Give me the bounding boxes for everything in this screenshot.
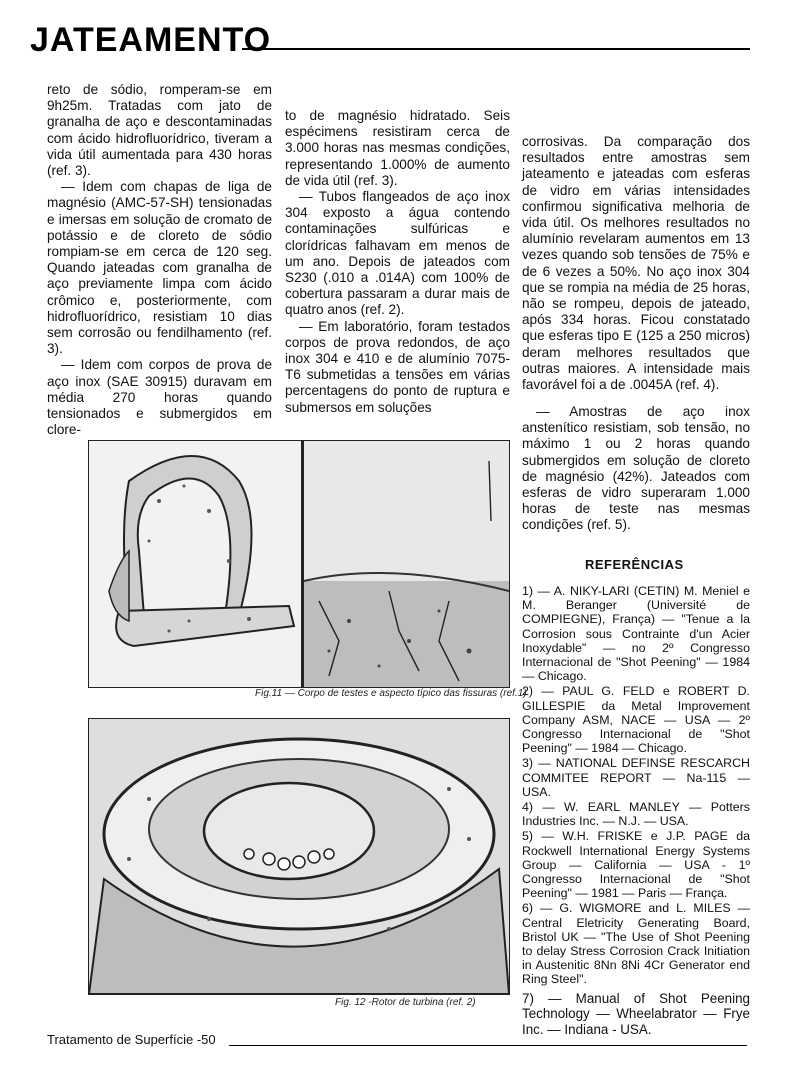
paragraph: — Amostras de aço inox anstenítico resistiam, sob tensão, no máximo 1 ou 2 horas quando submergidos em solução de cloreto de magnésio (42%). Jateados com esferas de vidro superaram 1.000 horas de teste nas mesmas condições (ref. 5).: [522, 404, 750, 533]
page-header: [30, 20, 750, 60]
reference-item: 3) — NATIONAL DEFINSE RESCARCH COMMITEE REPORT — Na-115 — USA.: [522, 756, 750, 799]
figure-12-photo: [88, 718, 510, 995]
paragraph: corrosivas. Da comparação dos resultados entre amostras sem jateamento e jateadas com esferas de vidro em várias intensidades confirmou significativa melhoria de vida útil. Os melhores resultados no alumínio revelaram aumentos em 13 vezes quando sob tensões de 75% e de 6 vezes a 50%. No aço inox 304 que se rompia na média de 25 horas, não se rompeu, depois de jateado, após 334 horas. Ficou constatado que esferas tipo E (125 a 250 micros) deram melhores resultados que outras maiores. A intensidade mais favorável foi a de .0045A (ref. 4).: [522, 134, 750, 393]
column-1: [47, 82, 272, 438]
reference-item: 4) — W. EARL MANLEY — Potters Industries Inc. — N.J. — USA.: [522, 800, 750, 829]
column-3-continued: [522, 404, 750, 534]
footer-rule: [229, 1045, 747, 1046]
paragraph: to de magnésio hidratado. Seis espécimens resistiram cerca de 3.000 horas nas mesmas condições, representando 1.000% de aumento de vida útil (ref. 3).: [285, 108, 510, 188]
references-heading: REFERÊNCIAS: [585, 557, 684, 572]
turbine-rotor-image: [89, 719, 509, 994]
test-specimen-image: [89, 441, 509, 687]
column-2: [285, 108, 510, 416]
section-title: JATEAMENTO: [30, 21, 272, 59]
column-3: [522, 134, 750, 393]
photo-divider: [301, 441, 304, 687]
paragraph: — Idem com chapas de liga de magnésio (AMC-57-SH) tensionadas e imersas em solução de cromato de potássio e de cloreto de sódio rompiam-se em cerca de 120 seg. Quando jateadas com granalha de aço previamente limpa com ácido crômico e, posteriormente, com hidrofluorídrico, resistiam 10 dias sem corrosão ou fendilhamento (ref. 3).: [47, 179, 272, 357]
paragraph: — Em laboratório, foram testados corpos de prova redondos, de aço inox 304 e 410 e de alumínio 7075-T6 submetidas a tensões em várias percentagens do ponto de ruptura e submersos em soluções: [285, 318, 510, 415]
figure-11-photo: [88, 440, 510, 688]
reference-item: 6) — G. WIGMORE and L. MILES — Central Eletricity Generating Board, Bristol UK — "The Use of Shot Peening to delay Stress Corrosion Crack Initiation in Austenitic 8Nn 8Ni 4Cr Generator end Ring Steel".: [522, 901, 750, 987]
figure-11-caption: Fig.11 — Corpo de testes e aspecto típico das fissuras (ref.1): [255, 688, 527, 699]
page-footer: [47, 1032, 747, 1052]
paragraph: reto de sódio, romperam-se em 9h25m. Tratadas com jato de granalha de aço e descontaminadas com ácido hidrofluorídrico, tiveram a vida útil aumentada para 430 horas (ref. 3).: [47, 82, 272, 179]
footer-text: Tratamento de Superfície -50: [47, 1032, 216, 1047]
figure-12-caption: Fig. 12 -Rotor de turbina (ref. 2): [335, 997, 476, 1008]
reference-item: 5) — W.H. FRISKE e J.P. PAGE da Rockwell International Energy Systems Group — California — USA - 1º Congresso Internacional de "Shot Peening" — 1981 — Paris — França.: [522, 829, 750, 901]
reference-item: 2) — PAUL G. FELD e ROBERT D. GILLESPIE da Metal Improvement Company ASM, NACE — USA — 2º Congresso Internacional de "Shot Peening" — 1984 — Chicago.: [522, 684, 750, 756]
reference-item: 1) — A. NIKY-LARI (CETIN) M. Meniel e M. Beranger (Université de COMPIEGNE), França) — "Tenue a la Corrosion sous Contrainte d'un Acier Inoxydable" — no 2º Congresso Internacional de "Shot Peening" — 1984 — Chicago.: [522, 584, 750, 684]
paragraph: — Tubos flangeados de aço inox 304 exposto a água contendo contaminações sulfúricas e clorídricas falhavam em menos de um ano. Depois de jateados com S230 (.010 a .014A) com 100% de cobertura passaram a durar mais de quatro anos (ref. 2).: [285, 189, 510, 318]
reference-item: 7) — Manual of Shot Peening Technology — Wheelabrator — Frye Inc. — Indiana - USA.: [522, 990, 750, 1037]
header-rule: [242, 48, 750, 50]
paragraph: — Idem com corpos de prova de aço inox (SAE 30915) duravam em média 270 horas quando tensionados e submergidos em clore-: [47, 357, 272, 438]
references-list: [522, 584, 750, 1038]
